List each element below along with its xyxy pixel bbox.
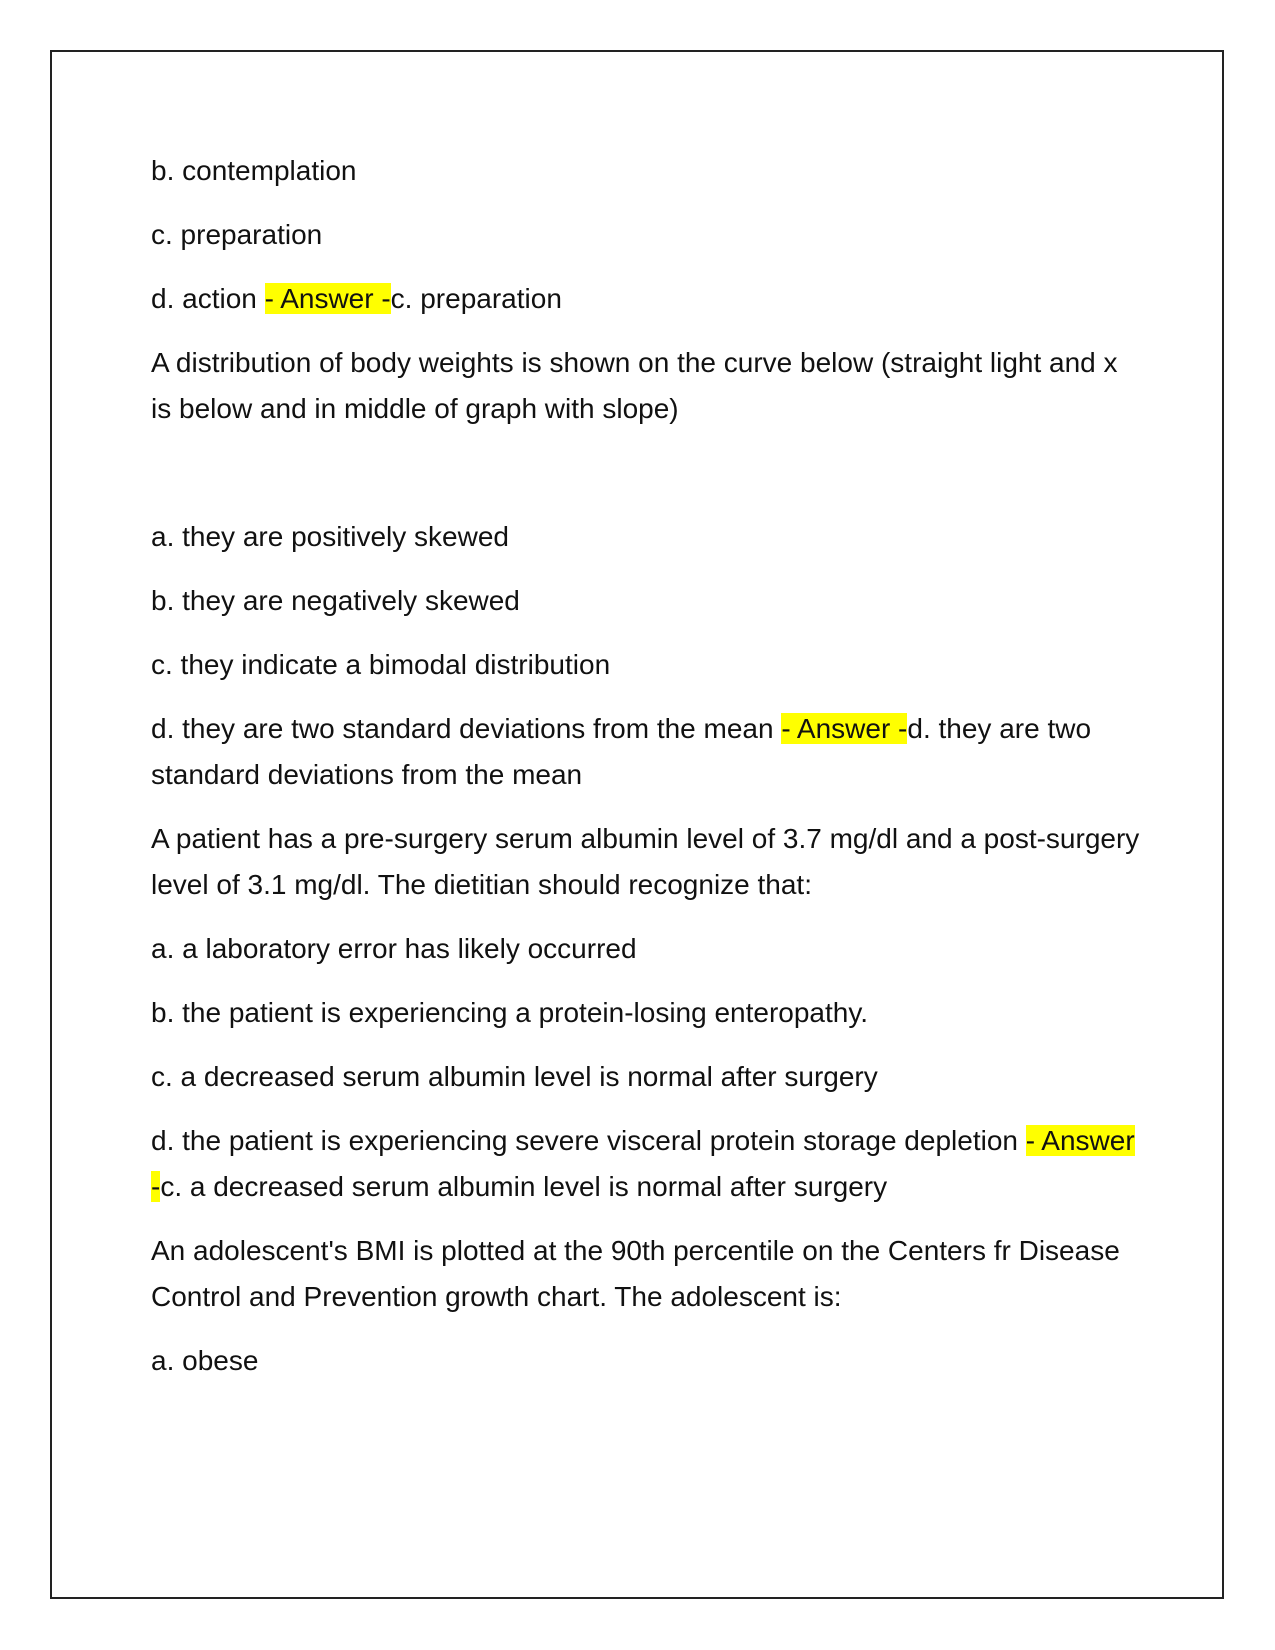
answer-text: c. a decreased serum albumin level is normal after surgery <box>160 1171 888 1202</box>
option-c-normal-after-surgery: c. a decreased serum albumin level is normal after surgery <box>151 1061 878 1092</box>
option-b-contemplation: b. contemplation <box>151 155 357 186</box>
answer-text: d. they are two standard deviations from the mean <box>151 713 1092 790</box>
option-d-two-std-answer <box>151 706 1141 798</box>
option-a-obese: a. obese <box>151 1345 259 1376</box>
answer-highlight: - Answer - <box>781 713 908 744</box>
document-body <box>151 148 1141 1384</box>
option-c-bimodal: c. they indicate a bimodal distribution <box>151 649 611 680</box>
answer-highlight: - Answer - <box>264 283 391 314</box>
answer-text: c. preparation <box>390 283 562 314</box>
option-b-enteropathy: b. the patient is experiencing a protein-losing enteropathy. <box>151 997 869 1028</box>
option-a-positively-skewed: a. they are positively skewed <box>151 521 509 552</box>
option-b-negatively-skewed: b. they are negatively skewed <box>151 585 520 616</box>
option-a-lab-error: a. a laboratory error has likely occurred <box>151 933 637 964</box>
option-text: d. the patient is experiencing severe visceral protein storage depletion <box>151 1125 1026 1156</box>
option-d-action-answer <box>151 276 1141 322</box>
answer-highlight: - Answer - <box>151 1125 1135 1202</box>
question-adolescent-bmi: An adolescent's BMI is plotted at the 90th percentile on the Centers fr Disease Control and Prevention growth chart. The adolescent is: <box>151 1235 1120 1312</box>
option-text: d. action <box>151 283 265 314</box>
option-text: d. they are two standard deviations from the mean <box>151 713 782 744</box>
question-serum-albumin: A patient has a pre-surgery serum albumin level of 3.7 mg/dl and a post-surgery level of 3.1 mg/dl. The dietitian should recognize that: <box>151 823 1140 900</box>
option-c-preparation: c. preparation <box>151 219 323 250</box>
option-d-visceral-depletion-answer <box>151 1118 1141 1210</box>
question-body-weight-distribution: A distribution of body weights is shown on the curve below (straight light and x is below and in middle of graph with slope) <box>151 347 1118 424</box>
